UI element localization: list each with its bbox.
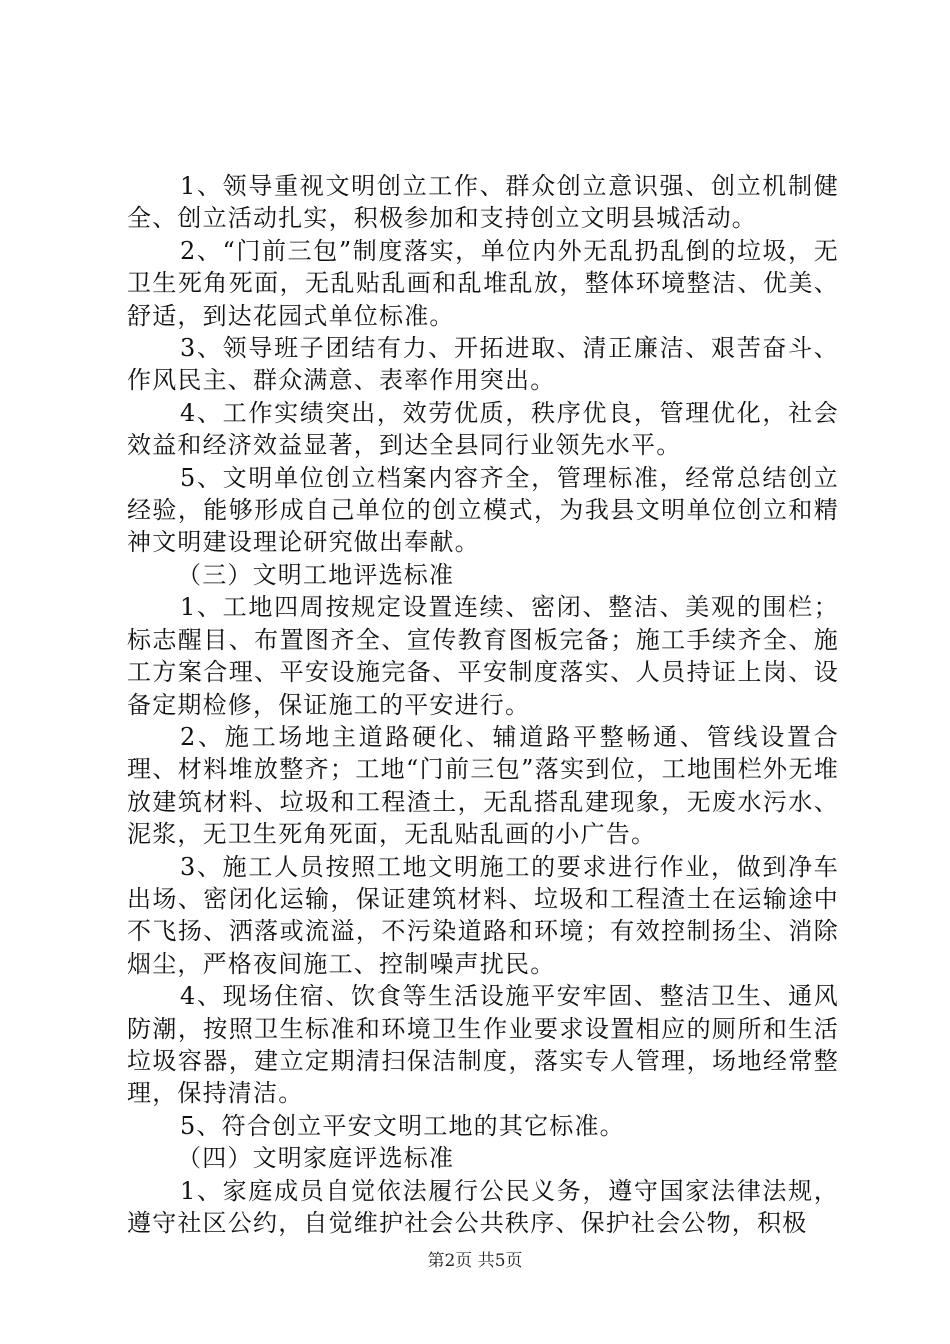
paragraph-criterion-3: 3、领导班子团结有力、开拓进取、清正廉洁、艰苦奋斗、作风民主、群众满意、表率作用突出。: [127, 334, 839, 395]
paragraph-site-criterion-1: 1、工地四周按规定设置连续、密闭、整洁、美观的围栏；标志醒目、布置图齐全、宣传教育图板完备；施工手续齐全、施工方案合理、平安设施完备、平安制度落实、人员持证上岗、设备定期检修，保证施工的平安进行。: [127, 593, 839, 719]
paragraph-criterion-1: 1、领导重视文明创立工作、群众创立意识强、创立机制健全、创立活动扎实，积极参加和支持创立文明县城活动。: [127, 172, 839, 233]
paragraph-criterion-2: 2、“门前三包”制度落实，单位内外无乱扔乱倒的垃圾，无卫生死角死面，无乱贴乱画和乱堆乱放，整体环境整洁、优美、舒适，到达花园式单位标准。: [127, 236, 839, 330]
page-footer: 第2页 共5页: [427, 1251, 523, 1271]
document-body: [127, 170, 839, 1239]
section-heading-construction-site: （三）文明工地评选标准: [177, 560, 455, 589]
paragraph-site-criterion-2: 2、施工场地主道路硬化、辅道路平整畅通、管线设置合理、材料堆放整齐；工地“门前三包”落实到位，工地围栏外无堆放建筑材料、垃圾和工程渣土，无乱搭乱建现象，无废水污水、泥浆，无卫生死角死面，无乱贴乱画的小广告。: [127, 722, 839, 849]
paragraph-site-criterion-3: 3、施工人员按照工地文明施工的要求进行作业，做到净车出场、密闭化运输，保证建筑材料、垃圾和工程渣土在运输途中不飞扬、洒落或流溢，不污染道路和环境；有效控制扬尘、消除烟尘，严格夜间施工、控制噪声扰民。: [127, 852, 839, 978]
paragraph-criterion-5: 5、文明单位创立档案内容齐全，管理标准，经常总结创立经验，能够形成自己单位的创立模式，为我县文明单位创立和精神文明建设理论研究做出奉献。: [127, 463, 839, 557]
paragraph-criterion-4: 4、工作实绩突出，效劳优质，秩序优良，管理优化，社会效益和经济效益显著，到达全县同行业领先水平。: [127, 398, 839, 460]
section-heading-family: （四）文明家庭评选标准: [177, 1144, 455, 1173]
paragraph-site-criterion-5: 5、符合创立平安文明工地的其它标准。: [180, 1111, 625, 1140]
paragraph-family-criterion-1: 1、家庭成员自觉依法履行公民义务，遵守国家法律法规，遵守社区公约，自觉维护社会公共秩序、保护社会公物，积极: [127, 1176, 839, 1237]
paragraph-site-criterion-4: 4、现场住宿、饮食等生活设施平安牢固、整洁卫生、通风防潮，按照卫生标准和环境卫生作业要求设置相应的厕所和生活垃圾容器，建立定期清扫保洁制度，落实专人管理，场地经常整理，保持清洁。: [127, 982, 839, 1108]
